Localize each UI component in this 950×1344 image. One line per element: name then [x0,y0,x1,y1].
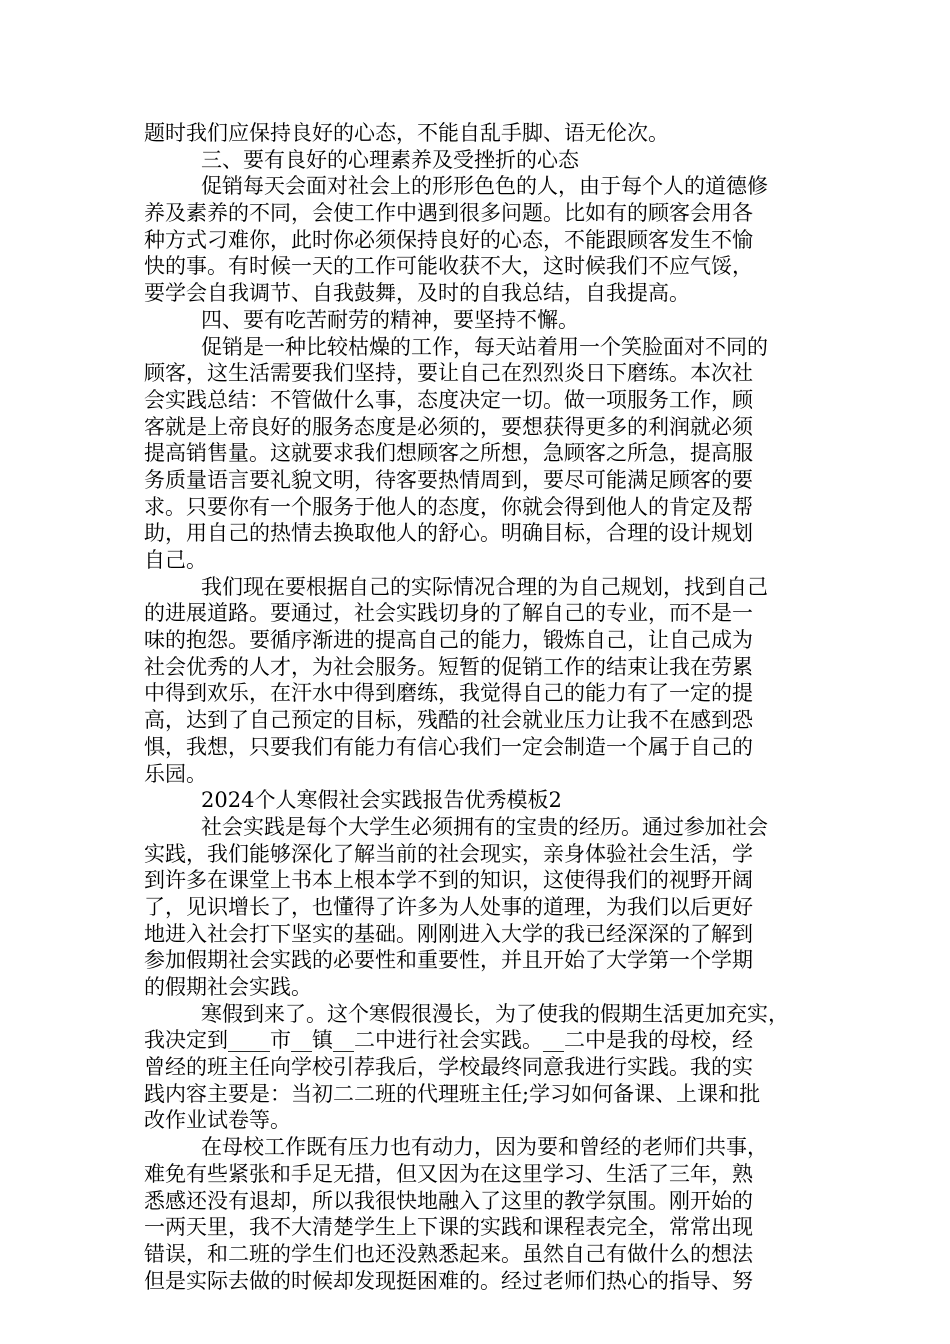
text-line: 但是实际去做的时候却发现挺困难的。经过老师们热心的指导、努 [144,1268,753,1293]
text-line: 提高销售量。这就要求我们想顾客之所想，急顾客之所急，提高服 [144,441,753,466]
text-line: 要学会自我调节、自我鼓舞，及时的自我总结，自我提高。 [144,281,690,306]
text-line: 地进入社会打下坚实的基础。刚刚进入大学的我已经深深的了解到 [144,921,753,946]
text-line: 会实践总结：不管做什么事，态度决定一切。做一项服务工作，顾 [144,387,753,412]
text-line: 自己。 [144,548,207,572]
text-line: 2024个人寒假社会实践报告优秀模板2 [201,788,562,813]
text-line: 养及素养的不同，会使工作中遇到很多问题。比如有的顾客会用各 [144,201,753,226]
text-line: 我决定到____市__镇__二中进行社会实践。__二中是我的母校，经 [144,1028,753,1053]
text-line: 促销每天会面对社会上的形形色色的人，由于每个人的道德修 [201,174,768,199]
text-line: 种方式刁难你，此时你必须保持良好的心态，不能跟顾客发生不愉 [144,227,753,252]
text-line: 社会优秀的人才，为社会服务。短暂的促销工作的结束让我在劳累 [144,654,753,679]
text-line: 悉感还没有退却，所以我很快地融入了这里的教学氛围。刚开始的 [144,1188,753,1213]
text-line: 四、要有吃苦耐劳的精神，要坚持不懈。 [201,307,579,332]
text-line: 社会实践是每个大学生必须拥有的宝贵的经历。通过参加社会 [201,814,768,839]
text-line: 顾客，这生活需要我们坚持，要让自己在烈烈炎日下磨练。本次社 [144,361,753,386]
text-line: 改作业试卷等。 [144,1108,291,1133]
document-page [144,120,824,1294]
text-line: 题时我们应保持良好的心态，不能自乱手脚、语无伦次。 [144,121,669,145]
text-line: 求。只要你有一个服务于他人的态度，你就会得到他人的肯定及帮 [144,494,753,519]
text-line: 务质量语言要礼貌文明，待客要热情周到，要尽可能满足顾客的要 [144,467,753,492]
text-line: 我们现在要根据自己的实际情况合理的为自己规划，找到自己 [201,574,768,599]
text-line: 助，用自己的热情去换取他人的舒心。明确目标，合理的设计规划 [144,521,753,546]
text-line: 的假期社会实践。 [144,975,312,999]
text-line: 寒假到来了。这个寒假很漫长，为了使我的假期生活更加充实， [201,1001,789,1026]
text-line: 在母校工作既有压力也有动力，因为要和曾经的老师们共事， [201,1135,768,1160]
text-line: 参加假期社会实践的必要性和重要性，并且开始了大学第一个学期 [144,948,753,973]
text-line: 中得到欢乐，在汗水中得到磨练，我觉得自己的能力有了一定的提 [144,681,753,706]
text-line: 三、要有良好的心理素养及受挫折的心态 [201,147,579,172]
text-line: 到许多在课堂上书本上根本学不到的知识，这使得我们的视野开阔 [144,868,753,893]
text-line: 高，达到了自己预定的目标，残酷的社会就业压力让我不在感到恐 [144,708,753,733]
text-line: 快的事。有时候一天的工作可能收获不大，这时候我们不应气馁， [144,254,753,279]
text-line: 乐园。 [144,761,207,786]
text-line: 了，见识增长了，也懂得了许多为人处事的道理，为我们以后更好 [144,894,753,919]
text-line: 的进展道路。要通过，社会实践切身的了解自己的专业，而不是一 [144,601,753,626]
text-line: 一两天里，我不大清楚学生上下课的实践和课程表完全，常常出现 [144,1215,753,1240]
text-line: 难免有些紧张和手足无措，但又因为在这里学习、生活了三年，熟 [144,1161,753,1186]
text-line: 惧，我想，只要我们有能力有信心我们一定会制造一个属于自己的 [144,734,753,759]
text-line: 错误，和二班的学生们也还没熟悉起来。虽然自己有做什么的想法 [144,1241,753,1266]
text-line: 味的抱怨。要循序渐进的提高自己的能力，锻炼自己，让自己成为 [144,628,753,653]
text-line: 践内容主要是：当初二二班的代理班主任;学习如何备课、上课和批 [144,1081,761,1106]
text-line: 客就是上帝良好的服务态度是必须的，要想获得更多的利润就必须 [144,414,753,439]
text-line: 促销是一种比较枯燥的工作，每天站着用一个笑脸面对不同的 [201,334,768,359]
text-line: 实践，我们能够深化了解当前的社会现实，亲身体验社会生活，学 [144,841,753,866]
text-line: 曾经的班主任向学校引荐我后，学校最终同意我进行实践。我的实 [144,1055,753,1080]
